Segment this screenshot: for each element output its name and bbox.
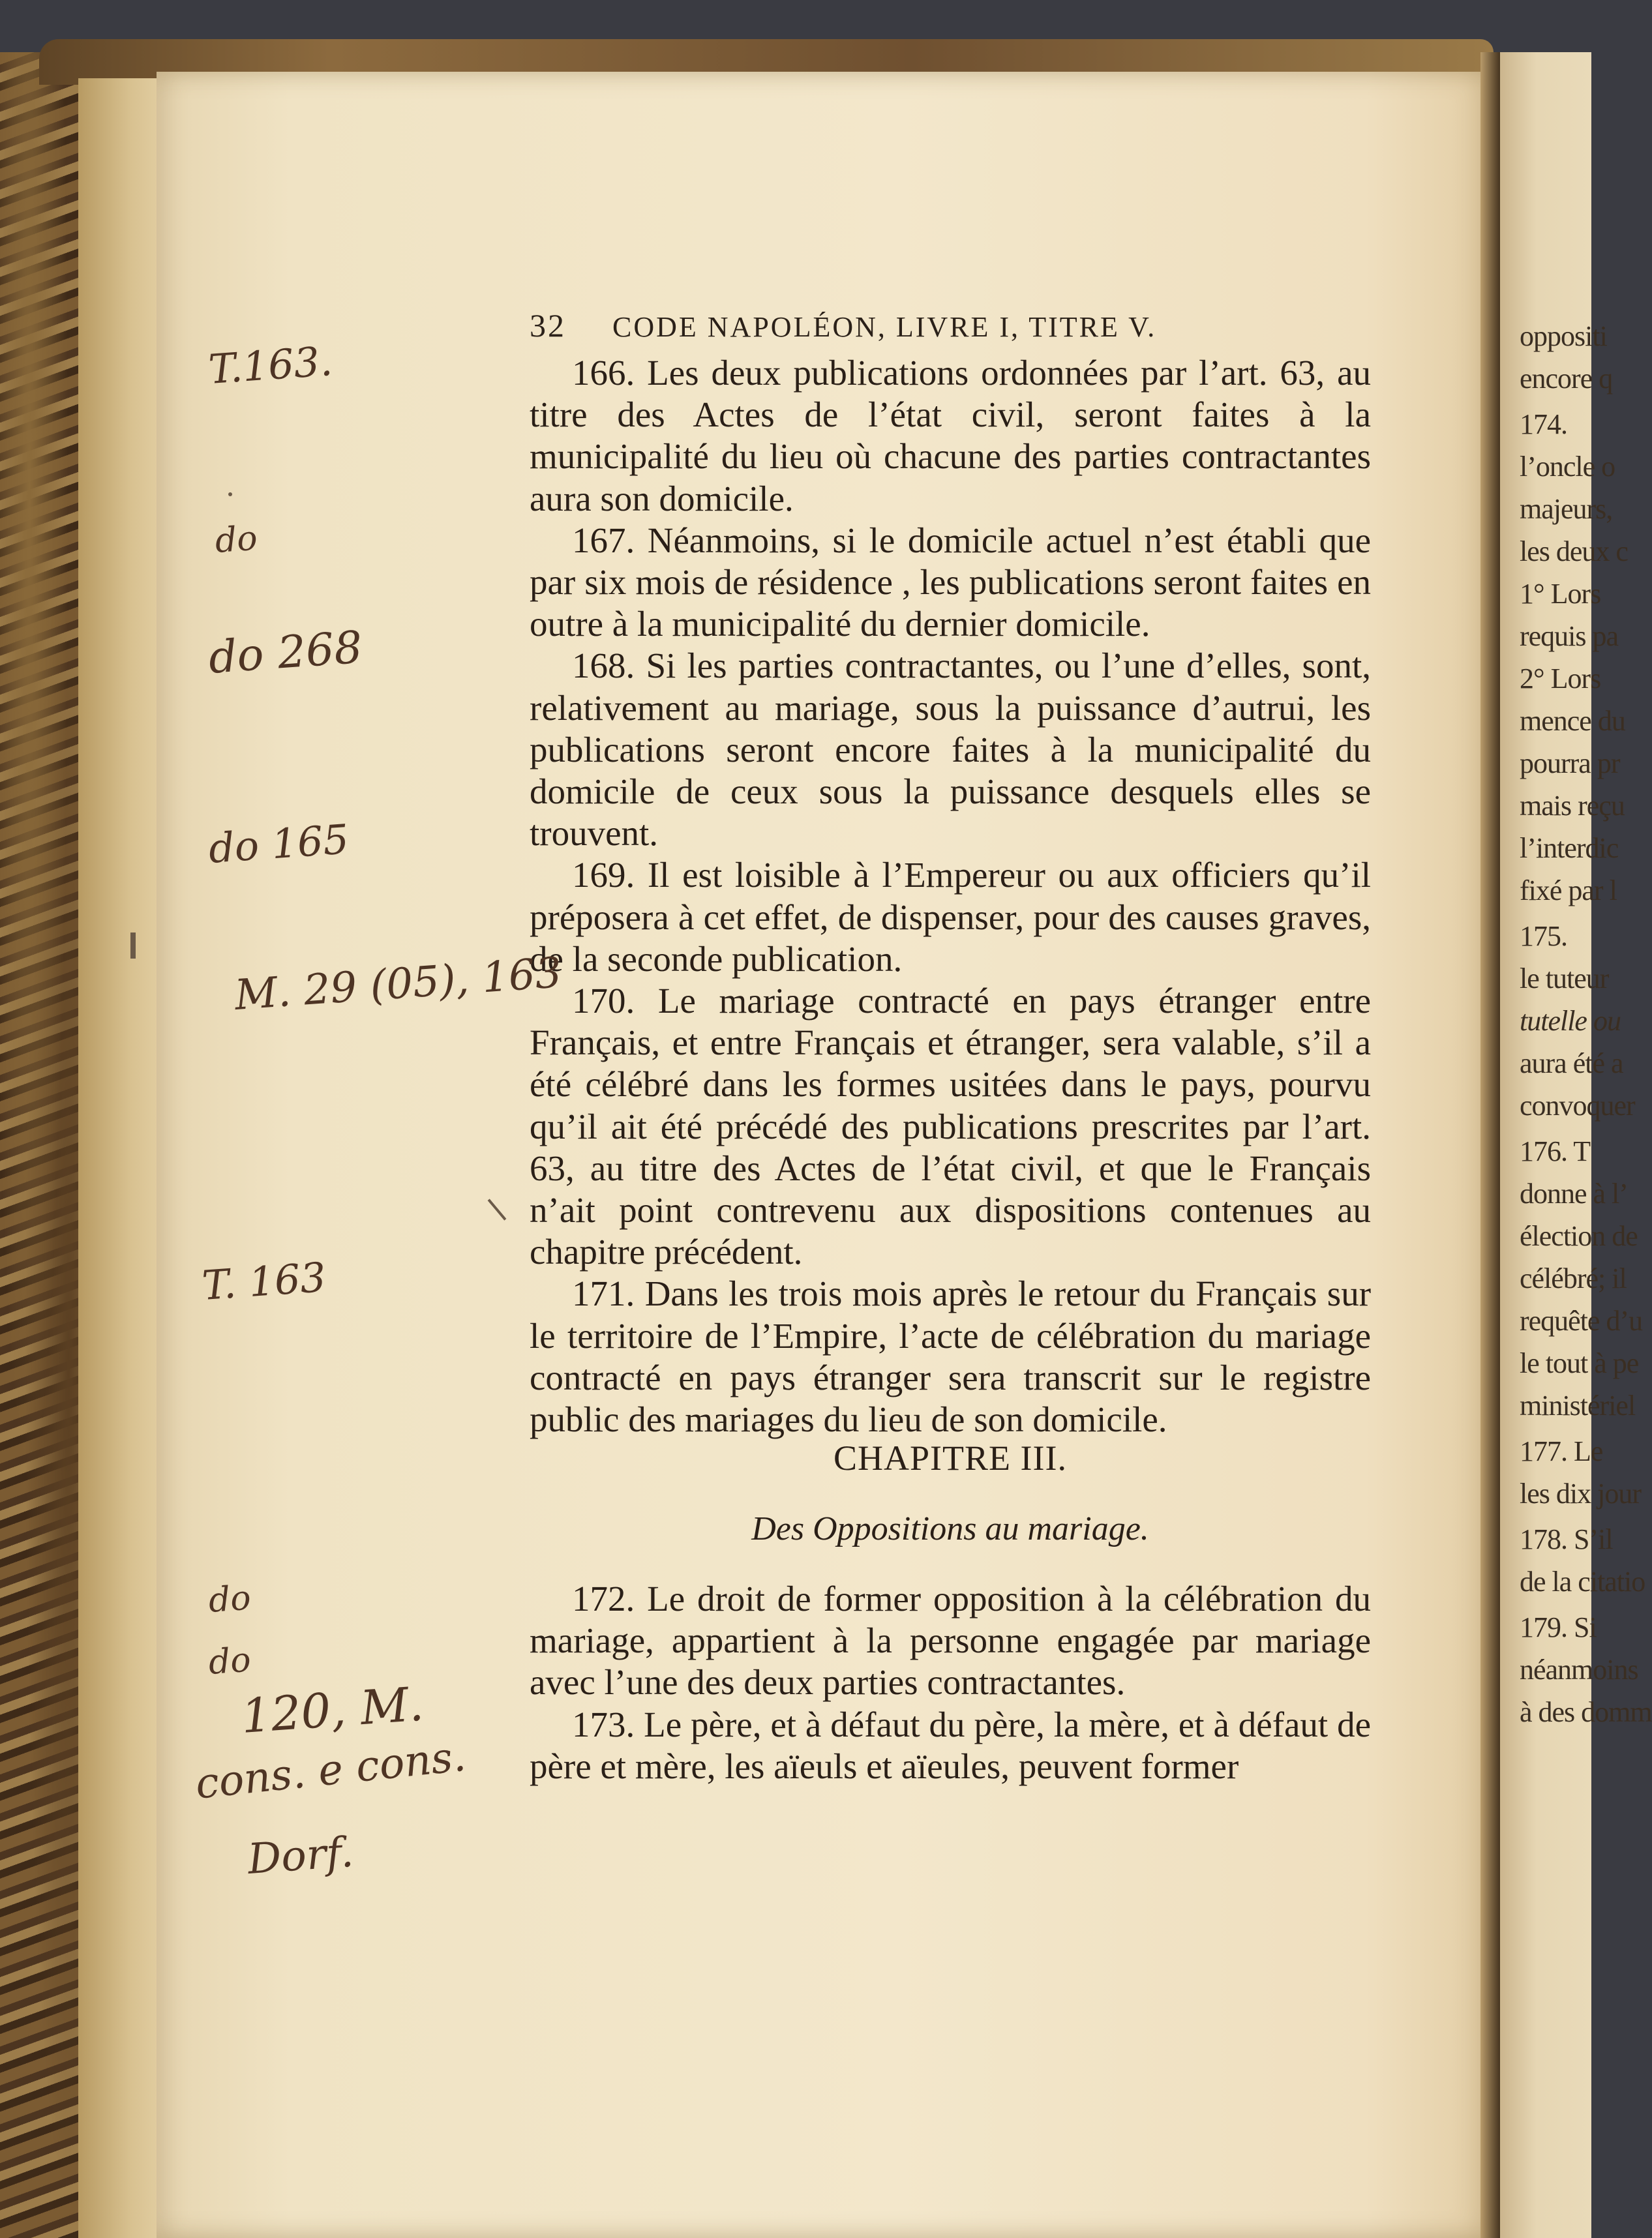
article-166 — [530, 352, 1371, 520]
article-number: 170. — [572, 981, 635, 1021]
facing-line: requis pa — [1520, 620, 1619, 652]
facing-line: fixé par l — [1520, 874, 1617, 906]
running-head — [530, 306, 1156, 344]
article-number: 169. — [572, 855, 635, 895]
facing-line: le tout à pe — [1520, 1347, 1639, 1379]
margin-note: do 165 — [207, 815, 351, 873]
article-text: Si les parties contractantes, ou l’une d’elles, sont, relativement au mariage, sous la puissance d’autrui, les publications seront encore faites à la municipalité du domicile de ceux sous la puissance desquels elles se trouvent. — [530, 646, 1371, 854]
facing-line: 178. S’il — [1520, 1523, 1613, 1555]
article-number: 168. — [572, 646, 635, 686]
facing-line: 174. — [1520, 408, 1567, 440]
facing-line: donne à l’ — [1520, 1178, 1628, 1210]
facing-line: mence du — [1520, 705, 1625, 737]
facing-line: 1° Lors — [1520, 578, 1601, 610]
facing-line: ministériel — [1520, 1390, 1636, 1422]
facing-line: tutelle ou — [1520, 1005, 1621, 1037]
article-text: Le mariage contracté en pays étranger entre Français, et entre Français et étranger, sera valable, s’il a été célébré dans les formes usitées dans le pays, pourvu qu’il ait été précédé des publications prescrites par l’art. 63, au titre des Actes de l’état civil, et que le Français n’ait point contrevenu aux dispositions contenues au chapitre précédent. — [530, 981, 1372, 1272]
facing-line: de la citatio — [1520, 1566, 1645, 1598]
article-number: 167. — [572, 520, 635, 560]
article-text: Le droit de former opposition à la célébration du mariage, appartient à la personne engagée par mariage avec l’une des deux parties contractantes. — [530, 1579, 1372, 1703]
articles-166-171 — [530, 352, 1371, 1440]
article-number: 171. — [572, 1274, 635, 1314]
margin-note: do — [207, 1640, 252, 1682]
facing-line: les dix jour — [1520, 1478, 1641, 1510]
facing-line: néanmoins — [1520, 1654, 1638, 1686]
article-172 — [530, 1578, 1371, 1704]
article-169 — [530, 854, 1371, 980]
facing-line: célébré; il — [1520, 1262, 1627, 1294]
article-text: Il est loisible à l’Empereur ou aux officiers qu’il préposera à cet effet, de dispenser, pour des causes graves, de la seconde publication. — [530, 855, 1372, 979]
margin-note: do — [213, 518, 259, 561]
margin-note: M. 29 (05), 163 — [233, 949, 563, 1020]
article-number: 166. — [572, 353, 635, 393]
articles-172-173 — [530, 1578, 1371, 1787]
facing-line: 176. T — [1520, 1135, 1591, 1167]
page-number: 32 — [530, 307, 566, 344]
article-number: 172. — [572, 1579, 635, 1619]
facing-line: convoquer — [1520, 1090, 1635, 1122]
pencil-mark — [130, 932, 136, 959]
article-170 — [530, 980, 1371, 1273]
article-text: Les deux publications ordonnées par l’art. 63, au titre des Actes de l’état civil, seront faites à la municipalité du lieu où chacune des parties contractantes aura son domicile. — [530, 353, 1372, 518]
facing-line: requête d’u — [1520, 1305, 1643, 1337]
facing-line: le tuteur — [1520, 962, 1609, 994]
facing-line: 175. — [1520, 920, 1567, 952]
facing-line: 177. Le — [1520, 1435, 1603, 1467]
facing-line: 179. Si — [1520, 1611, 1597, 1643]
margin-note: T.163. — [207, 336, 335, 393]
pencil-dot — [228, 492, 232, 496]
facing-line: aura été a — [1520, 1047, 1623, 1079]
margin-note: cons. e cons. — [193, 1732, 468, 1809]
margin-note: do 268 — [207, 621, 365, 684]
article-number: 173. — [572, 1704, 635, 1744]
facing-line: mais reçu — [1520, 790, 1625, 822]
facing-line: à des domm — [1520, 1696, 1652, 1728]
facing-page-fragment — [1500, 52, 1652, 2238]
article-171 — [530, 1273, 1371, 1440]
facing-line: oppositi — [1520, 320, 1607, 352]
article-168 — [530, 645, 1371, 854]
margin-note: T. 163 — [200, 1253, 328, 1309]
article-167 — [530, 520, 1371, 646]
running-title: CODE NAPOLÉON, LIVRE I, TITRE V. — [612, 311, 1157, 343]
article-text: Néanmoins, si le domicile actuel n’est établi que par six mois de résidence , les publications seront faites en outre à la municipalité du dernier domicile. — [530, 520, 1371, 644]
facing-line: encore q — [1520, 363, 1613, 395]
facing-line: les deux c — [1520, 535, 1628, 567]
article-text: Le père, et à défaut du père, la mère, et à défaut de père et mère, les aïeuls et aïeules, peuvent former — [530, 1704, 1372, 1786]
margin-note: Dorf. — [246, 1828, 355, 1884]
margin-note: 120, M. — [239, 1676, 426, 1744]
facing-line: 2° Lors — [1520, 663, 1601, 694]
facing-line: élection de — [1520, 1220, 1638, 1252]
facing-line: l’interdic — [1520, 832, 1619, 864]
facing-line: majeurs, — [1520, 493, 1613, 525]
article-173 — [530, 1704, 1371, 1787]
facing-line: pourra pr — [1520, 747, 1620, 779]
chapter-subtitle: Des Oppositions au mariage. — [751, 1510, 1149, 1547]
facing-line: l’oncle o — [1520, 451, 1615, 483]
chapter-title: CHAPITRE III. — [834, 1439, 1067, 1478]
margin-note: do — [207, 1578, 252, 1620]
article-text: Dans les trois mois après le retour du Français sur le territoire de l’Empire, l’acte de célébration du mariage contracté en pays étranger sera transcrit sur le registre public des mariages du lieu de son domicile. — [530, 1274, 1372, 1440]
